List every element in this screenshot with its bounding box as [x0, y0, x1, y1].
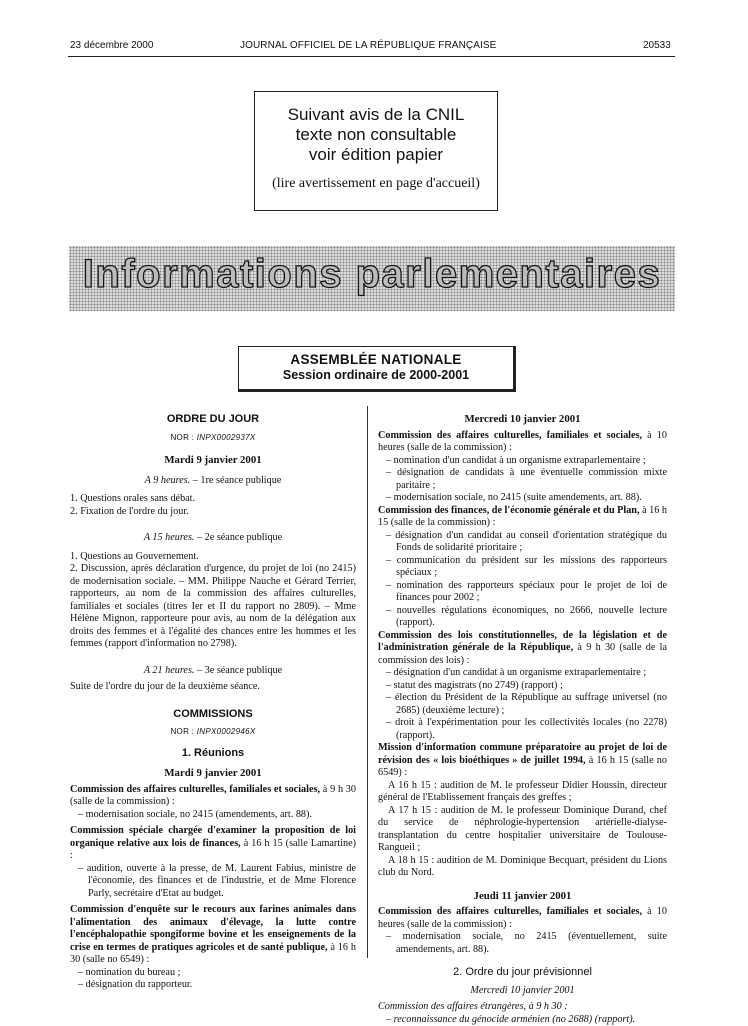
agenda-item: – statut des magistrats (no 2749) (rapport) ; [378, 680, 667, 693]
agenda-item: – désignation du rapporteur. [70, 979, 356, 992]
right-column [378, 413, 667, 1026]
seance-2-heading: A 15 heures. – 2e séance publique [70, 532, 356, 545]
agenda-item: – nomination du bureau ; [70, 967, 356, 980]
agenda-item: – reconnaissance du génocide arménien (no 2688) (rapport). [378, 1014, 667, 1026]
s1-item: 2. Fixation de l'ordre du jour. [70, 506, 356, 519]
agenda-item: – modernisation sociale, no 2415 (éventuellement, suite amendements, art. 88). [378, 931, 667, 956]
jeudi-date: Jeudi 11 janvier 2001 [378, 890, 667, 903]
commission-entry: Commission des lois constitutionnelles, de la législation et de l'administration générale de la République, à 9 h 30 (salle de la commission des lois) : [378, 630, 667, 668]
audition-paragraph: A 17 h 15 : audition de M. le professeur Dominique Durand, chef du service de néphrologie-hypertension artérielle-dialyse-transplantation du centre hospitalier universitaire de Toulouse-Rangueil ; [378, 805, 667, 855]
commissions-nor: NOR : INPX0002946X [70, 726, 356, 739]
header-rule [68, 56, 675, 57]
ordre-du-jour-title: ORDRE DU JOUR [70, 413, 356, 426]
header-journal-title: JOURNAL OFFICIEL DE LA RÉPUBLIQUE FRANÇAISE [240, 40, 496, 51]
mardi-date: Mardi 9 janvier 2001 [70, 454, 356, 467]
agenda-item: – communication du président sur les missions des rapporteurs spéciaux ; [378, 555, 667, 580]
left-column [70, 413, 356, 992]
cnil-line-2: texte non consultable [255, 125, 497, 145]
mercredi-date: Mercredi 10 janvier 2001 [378, 413, 667, 426]
agenda-item: – modernisation sociale, no 2415 (suite amendements, art. 88). [378, 492, 667, 505]
reunions-title: 1. Réunions [70, 747, 356, 760]
s3-text: Suite de l'ordre du jour de la deuxième séance. [70, 681, 356, 694]
agenda-item: – audition, ouverte à la presse, de M. Laurent Fabius, ministre de l'économie, des finances et de l'industrie, et de Mme Florence Parly, secrétaire d'Etat au budget. [70, 863, 356, 901]
commission-entry: Commission des affaires culturelles, familiales et sociales, à 10 heures (salle de la commission) : [378, 906, 667, 931]
agenda-item: – droit à l'expérimentation pour les collectivités locales (no 2278) (rapport). [378, 717, 667, 742]
commission-entry: Commission des affaires culturelles, familiales et sociales, à 10 heures (salle de la commission) : [378, 430, 667, 455]
commission-entry: Commission des affaires culturelles, familiales et sociales, à 9 h 30 (salle de la commission) : [70, 784, 356, 809]
previsionnel-date: Mercredi 10 janvier 2001 [378, 985, 667, 998]
commission-entry: Commission spéciale chargée d'examiner la proposition de loi organique relative aux lois de finances, à 16 h 15 (salle Lamartine) : [70, 825, 356, 863]
assembly-name: ASSEMBLÉE NATIONALE [239, 352, 513, 367]
ordre-nor: NOR : INPX0002937X [70, 432, 356, 445]
agenda-item: – modernisation sociale, no 2415 (amendements, art. 88). [70, 809, 356, 822]
assembly-session: Session ordinaire de 2000-2001 [239, 368, 513, 382]
banner-title: Informations parlementaires [69, 252, 675, 297]
commission-entry: Mission d'information commune préparatoire au projet de loi de révision des « lois bioéthiques » de juillet 1994, à 16 h 15 (salle no 6549) : [378, 742, 667, 780]
header-page-number: 20533 [643, 40, 671, 51]
commissions-title: COMMISSIONS [70, 708, 356, 721]
section-banner [69, 246, 675, 311]
cnil-line-4: (lire avertissement en page d'accueil) [255, 174, 497, 194]
s2-item-2: 2. Discussion, après déclaration d'urgence, du projet de loi (no 2415) de modernisation sociale. – MM. Philippe Nauche et Gérard Terrier, rapporteurs, au nom de la commission des affaires culturelles, familiales et sociales (titres Ier et II du rapport no 2809). – Mme Hélène Mignon, rapporteure pour avis, au nom de la délégation aux droits des femmes et à l'égalité des chances entre les hommes et les femmes (rapport d'information no 2798). [70, 563, 356, 651]
commission-entry: Commission des finances, de l'économie générale et du Plan, à 16 h 15 (salle de la commission) : [378, 505, 667, 530]
assembly-box [238, 346, 516, 392]
header-date: 23 décembre 2000 [70, 40, 153, 51]
seance-3-heading: A 21 heures. – 3e séance publique [70, 665, 356, 678]
agenda-item: – désignation d'un candidat au conseil d'orientation stratégique du Fonds de solidarité prioritaire ; [378, 530, 667, 555]
column-divider [367, 406, 368, 958]
agenda-item: – élection du Président de la République au suffrage universel (no 2685) (deuxième lecture) ; [378, 692, 667, 717]
seance-1-heading: A 9 heures. – 1re séance publique [70, 475, 356, 488]
audition-paragraph: A 16 h 15 : audition de M. le professeur Didier Houssin, directeur général de l'Etablissement français des greffes ; [378, 780, 667, 805]
agenda-item: – nomination d'un candidat à un organisme extraparlementaire ; [378, 455, 667, 468]
agenda-item: – désignation d'un candidat à un organisme extraparlementaire ; [378, 667, 667, 680]
agenda-item: – désignation de candidats à une éventuelle commission mixte paritaire ; [378, 467, 667, 492]
audition-paragraph: A 18 h 15 : audition de M. Dominique Becquart, président du Lions club du Nord. [378, 855, 667, 880]
previsionnel-title: 2. Ordre du jour prévisionnel [378, 966, 667, 979]
s1-item: 1. Questions orales sans débat. [70, 493, 356, 506]
previsionnel-line: Commission des affaires étrangères, à 9 h 30 : [378, 1001, 667, 1014]
agenda-item: – nouvelles régulations économiques, no 2666, nouvelle lecture (rapport). [378, 605, 667, 630]
reunions-date: Mardi 9 janvier 2001 [70, 767, 356, 780]
commission-entry: Commission d'enquête sur le recours aux farines animales dans l'alimentation des animaux d'élevage, la lutte contre l'encéphalopathie spongiforme bovine et les enseignements de la crise en termes de pratiques agricoles et de santé publique, à 16 h 30 (salle no 6549) : [70, 904, 356, 967]
agenda-item: – nomination des rapporteurs spéciaux pour le projet de loi de finances pour 2002 ; [378, 580, 667, 605]
cnil-notice-box [254, 91, 498, 211]
cnil-line-1: Suivant avis de la CNIL [255, 105, 497, 125]
cnil-line-3: voir édition papier [255, 145, 497, 165]
s2-item-1: 1. Questions au Gouvernement. [70, 551, 356, 564]
